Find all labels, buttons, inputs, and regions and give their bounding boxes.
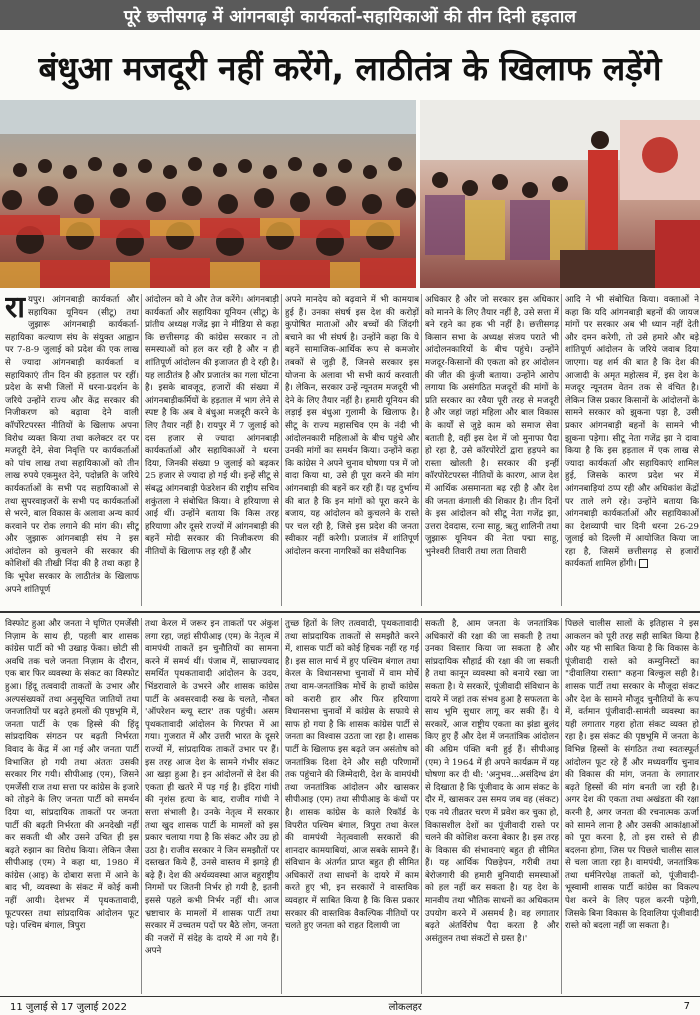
column-rule <box>281 618 282 994</box>
crowd-photo <box>0 100 416 288</box>
lower-column-5 <box>565 618 699 994</box>
kicker-text: पूरे छत्तीसगढ़ में आंगनबाड़ी कार्यकर्ता-सहायिकाओं की तीन दिनी हड़ताल <box>123 6 577 27</box>
lower-column-4 <box>425 618 559 994</box>
article-column-5-text: आदि ने भी संबोधित किया। वक्ताओं ने कहा कि यदि आंगनबाड़ी बहनों की जायज मांगों पर सरकार अब भी ध्यान नहीं देती और दमन करेगी, तो उसे हमारे और बड़े शांतिपूर्ण आंदोलन के जरिये जवाब दिया जाएगा। यह शर्म की बात है कि देश की आजादी के अमृत महोत्सव में, इस देश के मजदूर न्यूनतम वेतन तक से वंचित है। लेकिन जिस प्रकार किसानों के आंदोलनों के सामने सरकार को झुकना पड़ा है, उसी प्रकार आंगनबाड़ी बहनों के सामने भी झुकना पड़ेगा। सीटू नेता गजेंद्र झा ने दावा किया है कि इस हड़ताल में एक लाख से ज्यादा कार्यकर्ता और सहायिकाएं शामिल हुई, जिसके कारण प्रदेश भर में आंगनबाड़ियां ठप्प रही और अधिकांश केंद्रों पर ताले लगे रहे। उन्होंने बताया कि आंगनबाड़ी कार्यकर्ताओं और सहायिकाओं का देशव्यापी चार दिनी धरना 26-29 जुलाई को दिल्ली में आयोजित किया जा रहा है, जिसमें छत्तीसगढ़ से हजारों कार्यकर्ता शामिल होंगी। <box>565 295 699 570</box>
article-column-5 <box>565 294 699 606</box>
stage-illustration <box>420 100 700 288</box>
article-column-1-text: यपुर। आंगनबाड़ी कार्यकर्ता और सहायिका यूनियन (सीटू) तथा जुझारू आंगनबाड़ी कार्यकर्ता-सहायिका कल्याण संघ के संयुक्त आह्वान पर 7-8-9 जुलाई को प्रदेश की एक लाख से ज्यादा आंगनबाड़ी कार्यकर्ता व सहायिकाएं तीन दिन की हड़ताल पर रहीं। प्रदेश के सभी जिलों में धरना-प्रदर्शन के जरिये उन्होंने राज्य और केंद्र सरकार की निजीकरण को बढ़ावा देने वाली कॉर्पोरेटपरस्त नीतियों के खिलाफ अपना विरोध व्यक्त किया तथा कलेक्टर दर पर मजदूरी देने, सेवा निवृत्ति पर कार्यकर्ताओं को पांच लाख तथा सहायिकाओं को तीन लाख रुपये एकमुश्त देने, पदोन्नति के जरिये कार्यकर्ताओं के सभी पद सहायिकाओं से तथा सुपरवाइजरों के सभी पद कार्यकर्ताओं से भरने, बाल विकास के अलावा अन्य कार्य करवाने पर रोक लगाने की मांग की। सीटू और जुझारू आंगनबाड़ी संघ ने इस आंदोलन को कुचलने की सरकार की कोशिशों की तीखी निंदा की है तथा कहा है कि भूपेश सरकार के लाठीतंत्र के खिलाफ अपने शांतिपूर्ण <box>5 295 139 595</box>
article-column-3 <box>285 294 419 606</box>
article-column-2 <box>145 294 279 606</box>
article-column-1 <box>5 294 139 606</box>
column-rule <box>561 294 562 606</box>
speaker-photo <box>420 100 700 288</box>
lower-column-4-text: सकती है, आम जनता के जनतांत्रिक अधिकारों की रक्षा की जा सकती है तथा उनका विस्तार किया जा सकता है और सांप्रदायिक सौहार्द्र की रक्षा की जा सकती है तथा कानून व्यवस्था को बनाये रखा जा सकता है। ये सरकारें, पूंजीवादी संविधान के दायरे में जहां तक संभव हुआ है सफलता के साथ भूमि सुधार लागू कर सकी हैं। ये सरकारें, आज राष्ट्रीय एकता का झंडा बुलंद किए हुए हैं और देश में जनतांत्रिक आंदोलन की अग्रिम पंक्ति बनी हुई हैं। सीपीआइ (एम) ने 1964 में ही अपने कार्यक्रम में यह घोषणा कर दी थी: 'अनुभव...असंदिग्ध ढंग से दिखाता है कि पूंजीवाद के आम संकट के दौर में, खासकर उस समय जब वह (संकट) एक नये तीव्रतर चरण में प्रवेश कर चुका हो, विकासशील देशों का पूंजीवादी रास्ते पर चलने की कोशिश करना बेकार है। इस तरह के विकास की संभावनाएं बहुत ही सीमित हैं। यह आर्थिक पिछड़ेपन, गरीबी तथा बेरोजगारी की हमारी बुनियादी समस्याओं को हल नहीं कर सकता है। यह देश के मानवीय तथा भौतिक साधनों का अधिकतम उपयोग करने में असमर्थ है। वह लगातार बढ़ते अंतर्विरोध पैदा करता है और असंतुलन तथा संकटों से ग्रस्त है।' <box>425 619 559 944</box>
article-column-4-text: अधिकार है और जो सरकार इस अधिकार को मानने के लिए तैयार नहीं है, उसे सत्ता में बने रहने का हक भी नहीं है। छत्तीसगढ़ किसान सभा के अध्यक्ष संजय पराते भी आंदोलनकारियों के बीच पहुंचे। उन्होंने मजदूर-किसानों की एकता को हर आंदोलन की जीत की कुंजी बताया। उन्होंने आरोप लगाया कि असंगठित मजदूरों की मांगों के प्रति सरकार का रवैया पूरी तरह से मजदूरी है और जहां जहां महिला और बाल विकास के कार्यों से जुड़े काम को समाज सेवा बताती है, वहीं इस देश में जो मुनाफा पैदा हो रहा है, उसे कॉरपोरेटों द्वारा हड़पने का रास्ता खोलती है। सरकार की इन्हीं कॉरपोरेटपरस्त नीतियों के कारण, आज देश में आर्थिक असमानता बढ़ रही है और देश की जनता कंगाली की शिकार है। तीन दिनों के इस आंदोलन को सीटू नेता गजेंद्र झा, उत्तरा देवदास, रत्ना साहू, ऋतु शालिनी तथा जुझारू यूनियन की नेता पद्मा साहू, भुनेश्वरी तिवारी तथा लता तिवारी <box>425 295 559 557</box>
headline: बंधुआ मजदूरी नहीं करेंगे, लाठीतंत्र के खिलाफ लड़ेंगे <box>38 48 662 88</box>
section-divider <box>0 611 700 613</box>
article-column-4 <box>425 294 559 606</box>
column-rule <box>141 618 142 994</box>
lower-column-2-text: तथा केरल में जरूर इन ताकतों पर अंकुश लगा रहा, जहां सीपीआइ (एम) के नेतृत्व में वामपंथी ताकतें इन चुनौतियों का सामना करने में समर्थ थीं। पंजाब में, साम्राज्यवाद समर्थित पृथकतावादी आंदोलन के उदय, भिंडरावाले के उभरने और शासक कांग्रेस पार्टी के अवसरवादी रुख के चलते, नौबत 'ऑपरेशन ब्ल्यू स्टार' तक पहुंची। असम पृथकतावादी आंदोलन के गिरफ्त में आ गया। गुजरात में और उत्तरी भारत के दूसरे राज्यों में, सांप्रदायिक ताकतें उभार पर हैं। इस तरह आज देश के सामने गंभीर संकट आ खड़ा हुआ है। इन आंदोलनों से देश की एकता ही खतरे में पड़ गई है। इंदिरा गांधी की नृशंस हत्या के बाद, राजीव गांधी ने सत्ता संभाली है। उनके नेतृत्व में सरकार तथा खुद शासक पार्टी के मामलों को इस प्रकार चलाया गया है कि संकट और उग्र हो उठा है। राजीव सरकार ने जिन समझौतों पर दस्तखत किये हैं, उनसे वास्तव में झगड़े ही बढ़े हैं। देश की अर्थव्यवस्था आज बहुराष्ट्रीय निगमों पर जितनी निर्भर हो गयी है, इतनी इससे पहले कभी निर्भर नहीं थी। आज भ्रष्टाचार के मामलों में शासक पार्टी तथा सरकार में उच्चतम पदों पर बैठे लोग, जनता की नजरों में संदेह के दायरे में आ गये हैं। अपने <box>145 619 279 957</box>
column-rule <box>421 618 422 994</box>
paper-name: लोकलहर <box>388 1002 422 1013</box>
lower-column-3 <box>285 618 419 994</box>
article-column-2-text: आंदोलन को वे और तेज करेंगे। आंगनबाड़ी कार्यकर्ता और सहायिका यूनियन (सीटू) के प्रांतीय अध्यक्ष गजेंद्र झा ने मीडिया से कहा कि छत्तीसगढ़ की कांग्रेस सरकार न तो समस्याओं को हल कर रही है और न ही शांतिपूर्ण आंदोलन की इजाजत ही दे रही है। यह लाठीतंत्र है और प्रजातंत्र का गला घोंटना है। इसके बावजूद, हजारों की संख्या में आंगनबाड़ीकर्मियों के हड़ताल में भाग लेने से स्पष्ट है कि अब वे बंधुआ मजदूरी करने के लिए तैयार नहीं है। रायपुर में 7 जुलाई को दस हजार से ज्यादा आंगनबाड़ी कार्यकर्ताओं और सहायिकाओं ने धरना दिया, जिनकी संख्या 9 जुलाई को बढ़कर 25 हजार से ज्यादा हो गई थी। इन्हें सीटू से संबद्ध आंगनबाड़ी फेडरेशन की राष्ट्रीय सचिव शकुंतला ने संबोधित किया। वे हरियाणा से आई थीं। उन्होंने बताया कि किस तरह हरियाणा और दूसरे राज्यों में आंगनबाड़ी की बहनें मोदी सरकार की निजीकरण की नीतियों के खिलाफ लड़ रही हैं और <box>145 295 279 557</box>
lower-column-1 <box>5 618 139 994</box>
column-rule <box>141 294 142 606</box>
column-rule <box>561 618 562 994</box>
drop-cap: रा <box>5 294 26 325</box>
page-number: 7 <box>683 1000 690 1012</box>
column-rule <box>281 294 282 606</box>
crowd-illustration <box>0 100 416 288</box>
page-footer <box>0 996 700 1015</box>
column-rule <box>421 294 422 606</box>
lower-column-1-text: विस्फोट हुआ और जनता ने घृणित एमर्जेंसी निज़ाम के साथ ही, पहली बार शासक कांग्रेस पार्टी को भी उखाड़ फेंका। छोटी सी अवधि तक चले जनता निज़ाम के दौरान, एक बार फिर व्यवस्था के संकट का विस्फोट हुआ। हिंदू तत्ववादी ताकतों के उभार और अल्पसंख्यकों तथा अनुसूचित जातियों तथा जनजातियों पर बढ़ते हमलों की पृष्ठभूमि में, जनता पार्टी के एक हिस्से की हिंदू सांप्रदायिक संगठन पर बढ़ती निर्भरता विवाद के केंद्र में आ गई और जनता पार्टी विभाजित हो गयी तथा अंततः उसकी सरकार गिर गयी। सीपीआइ (एम), जिसने एमर्जेंसी राज तथा सत्ता पर कांग्रेस के इजारे को तोड़ने के लिए जनता पार्टी को समर्थन दिया था, सांप्रदायिक ताकतों पर जनता पार्टी की बढ़ती निर्भरता की अनदेखी नहीं कर सकती थी और उसने उचित ही इस बढ़ते रुझान का विरोध किया। लेकिन जैसा सीपीआइ (एम) ने कहा था, 1980 में कांग्रेस (आइ) के दोबारा सत्ता में आने के बाद भी, व्यवस्था के संकट में कोई कमी नहीं आयी। देशभर में पृथकतावादी, फूटपरस्त तथा सांप्रदायिक आंदोलन फूट पड़े। पश्चिम बंगाल, त्रिपुरा <box>5 619 139 932</box>
lower-column-5-text: पिछले चालीस सालों के इतिहास ने इस आकलन को पूरी तरह सही साबित किया है और यह भी साबित किया है कि विकास के पूंजीवादी रास्ते को कम्युनिस्टों का "दीवालिया रास्ता" कहना बिल्कुल सही है। शासक पार्टी तथा सरकार के मौजूदा संकट और देश के सामने मौजूद चुनौतियों के रूप में, वर्तमान पूंजीवादी-सामंती व्यवस्था का यही लगातार गहरा होता संकट व्यक्त हो रहा है। इस संकट की पृष्ठभूमि में जनता के विभिन्न हिस्सों के संगठित तथा स्वतःस्फूर्त आंदोलन फूट रहे हैं और मध्यवर्गीय चुनाव की विकास की मांग, जनता के लगातार बढ़ते हिस्सों की मांग बनती जा रही है। अगर देश की एकता तथा अखंडता की रक्षा करनी है, अगर जनता की रचनात्मक ऊर्जा को सामने लाना है और उसकी आकांक्षाओं को पूरा करना है, तो इस रास्ते से ही बदलना होगा, जिस पर पिछले चालीस साल से चला जाता रहा है। वामपंथी, जनतांत्रिक तथा धर्मनिरपेक्ष ताकतों को, पूंजीवादी-भूस्वामी शासक पार्टी कांग्रेस का विकल्प पेश करने के लिए पहल करनी पड़ेगी, जिसके बिना विकास के दिवालिया पूंजीवादी रास्ते को बदला नहीं जा सकता है। <box>565 619 699 932</box>
issue-date: 11 जुलाई से 17 जुलाई 2022 <box>10 1002 127 1013</box>
lower-column-3-text: तुच्छ हितों के लिए तत्ववादी, पृथकतावादी तथा सांप्रदायिक ताकतों से समझौते करने में, शासक पार्टी को कोई हिचक नहीं रह गई है। इस साल मार्च में हुए पश्चिम बंगाल तथा केरल के विधानसभा चुनावों में वाम मोर्चे तथा वाम-जनतांत्रिक मोर्चे के हाथों कांग्रेस को करारी हार और फिर हरियाणा विधानसभा चुनावों में कांग्रेस के सफाये से साफ हो गया है कि शासक कांग्रेस पार्टी से जनता का विश्वास उठता जा रहा है। शासक पार्टी के खिलाफ इस बढ़ते जन असंतोष को जनतांत्रिक दिशा देने और सही परिणामों तक पहुंचाने की जिम्मेदारी, देश के वामपंथी तथा जनतांत्रिक आंदोलन और खासकर सीपीआइ (एम) तथा सीपीआइ के कंधों पर है। शासक कांग्रेस के काले रिकॉर्ड के विपरीत पश्चिम बंगाल, त्रिपुरा तथा केरल की वामपंथी नेतृत्ववाली सरकारों की शानदार कामयाबियां, आज सबके सामने हैं। संविधान के अंतर्गत प्राप्त बहुत ही सीमित अधिकारों तथा साधनों के दायरे में काम करते हुए भी, इन सरकारों ने वास्तविक व्यवहार में साबित किया है कि किस प्रकार सरकार की वास्तविक वैकल्पिक नीतियों पर चलते हुए जनता को राहत दिलायी जा <box>285 619 419 932</box>
lower-column-2 <box>145 618 279 994</box>
end-mark-icon <box>639 559 648 568</box>
kicker-strip <box>0 0 700 30</box>
article-column-3-text: अपने मानदेय को बढ़वाने में भी कामयाब हुई हैं। उनका संघर्ष इस देश की करोड़ों कुपोषित माताओं और बच्चों की जिंदगी बचाने का भी संघर्ष है। उन्होंने कहा कि ये बहनें सामाजिक-आर्थिक रूप से कमजोर तबकों से जुड़ी हैं, जिनसे सरकार इस योजना के अलावा भी सभी कार्य करवाती है। लेकिन, सरकार उन्हें न्यूनतम मजदूरी भी देने के लिए तैयार नहीं है। हमारी यूनियन की लड़ाई इस बंधुआ गुलामी के खिलाफ है। सीटू के राज्य महासचिव एम के नंदी भी आंदोलनकारी महिलाओं के बीच पहुंचे और उनकी मांगों का समर्थन किया। उन्होंने कहा कि कांग्रेस ने अपने चुनाव घोषणा पत्र में जो वादा किया था, उसे ही पूरा करने की मांग आंगनबाड़ी की बहनें कर रही हैं। यह दुर्भाग्य की बात है कि इन मांगों को पूरा करने के बजाय, यह आंदोलन को कुचलने के रास्ते पर चल रही है, जिसे इस प्रदेश की जनता स्वीकार नहीं करेगी। प्रजातंत्र में शांतिपूर्ण आंदोलन करना नागरिकों का संवैधानिक <box>285 295 419 557</box>
